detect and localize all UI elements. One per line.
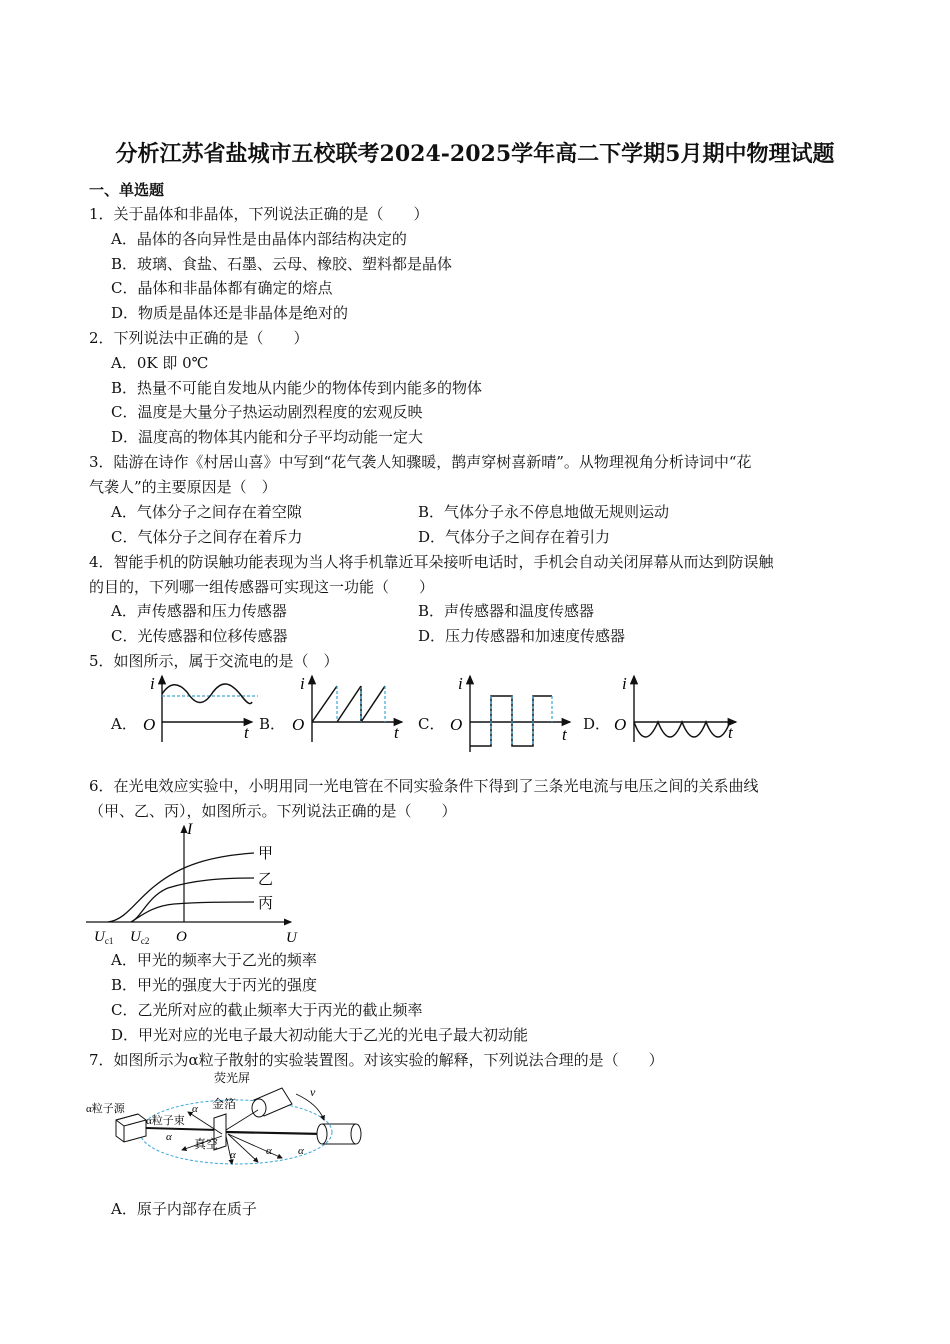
page-title: 分析江苏省盐城市五校联考2024-2025学年高二下学期5月期中物理试题 xyxy=(115,141,835,167)
q7-alpha-2: α xyxy=(166,1131,172,1143)
q4-stem-line2: 的目的，下列哪一组传感器可实现这一功能（ ） xyxy=(89,578,435,596)
q7-label-screen: 荧光屏 xyxy=(214,1071,251,1085)
q6-graph xyxy=(86,820,301,946)
q6-option-c: C．乙光所对应的截止频率大于丙光的截止频率 xyxy=(111,1001,423,1019)
q6-axis-u: U xyxy=(286,930,297,946)
q5b-axis-i: i xyxy=(300,674,305,693)
q6-label-yi: 乙 xyxy=(258,872,274,888)
q3-option-c: C．气体分子之间存在着斥力 xyxy=(111,528,303,546)
q2-option-b: B．热量不可能自发地从内能少的物体传到内能多的物体 xyxy=(111,379,483,397)
q5-stem: 5．如图所示，属于交流电的是（ ） xyxy=(89,652,339,670)
q5c-axis-t: t xyxy=(562,725,567,744)
q7-stem: 7．如图所示为α粒子散射的实验装置图。对该实验的解释，下列说法合理的是（ ） xyxy=(89,1051,664,1069)
q4-option-c: C．光传感器和位移传感器 xyxy=(111,627,288,645)
q5-graph-b xyxy=(290,672,410,744)
q5-label-d: D． xyxy=(583,715,611,733)
q5-graph-d xyxy=(612,672,744,744)
q5-graph-a xyxy=(140,672,265,744)
q6-uc2: $U_{c2}$ xyxy=(130,929,150,946)
q3-option-a: A．气体分子之间存在着空隙 xyxy=(111,503,302,521)
q6-stem-line2: （甲、乙、丙），如图所示。下列说法正确的是（ ） xyxy=(89,802,457,820)
q4-stem-line1: 4．智能手机的防误触功能表现为当人将手机靠近耳朵接听电话时，手机会自动关闭屏幕从而达到防误触 xyxy=(89,553,774,571)
q7-label-beam: α粒子束 xyxy=(146,1115,185,1127)
q4-option-b: B．声传感器和温度传感器 xyxy=(418,602,595,620)
q5b-axis-t: t xyxy=(394,723,399,742)
q6-axis-i: I xyxy=(187,821,193,838)
q5c-axis-i: i xyxy=(458,674,463,693)
q4-option-a: A．声传感器和压力传感器 xyxy=(111,602,287,620)
q7-label-source: α粒子源 xyxy=(86,1103,125,1115)
q6-uc1: $U_{c1}$ xyxy=(94,929,114,946)
q5d-axis-i: i xyxy=(622,674,627,693)
q5d-axis-t: t xyxy=(728,723,733,742)
q3-option-b: B．气体分子永不停息地做无规则运动 xyxy=(418,503,670,521)
q5c-origin: O xyxy=(450,715,463,734)
q5b-origin: O xyxy=(292,715,305,734)
q6-option-a: A．甲光的频率大于乙光的频率 xyxy=(111,951,317,969)
q4-option-d: D．压力传感器和加速度传感器 xyxy=(418,627,626,645)
q3-option-d: D．气体分子之间存在着引力 xyxy=(418,528,611,546)
q7-label-foil: 金箔 xyxy=(212,1097,237,1111)
q2-stem: 2．下列说法中正确的是（ ） xyxy=(89,329,309,347)
q6-stem-line1: 6．在光电效应实验中，小明用同一光电管在不同实验条件下得到了三条光电流与电压之间的关系曲线 xyxy=(89,777,759,795)
q5-graph-c xyxy=(448,672,578,754)
q7-alpha-5: α xyxy=(298,1145,304,1157)
q7-label-vacuum: 真空 xyxy=(194,1137,219,1151)
q6-label-jia: 甲 xyxy=(258,846,274,862)
q7-label-v: v xyxy=(310,1085,316,1099)
q1-option-b: B．玻璃、食盐、石墨、云母、橡胶、塑料都是晶体 xyxy=(111,255,453,273)
q7-option-a: A．原子内部存在质子 xyxy=(111,1200,257,1218)
q2-option-a: A．0K 即 0℃ xyxy=(111,354,209,372)
q5-label-a: A． xyxy=(111,715,137,733)
q6-label-bing: 丙 xyxy=(258,896,274,912)
q1-stem: 1．关于晶体和非晶体，下列说法正确的是（ ） xyxy=(89,205,429,223)
q5a-axis-i: i xyxy=(150,674,155,693)
q1-option-d: D．物质是晶体还是非晶体是绝对的 xyxy=(111,304,349,322)
q5d-origin: O xyxy=(614,715,627,734)
q7-figure xyxy=(86,1068,366,1176)
q6-origin: O xyxy=(176,929,187,945)
q6-option-b: B．甲光的强度大于丙光的强度 xyxy=(111,976,318,994)
q6-option-d: D．甲光对应的光电子最大初动能大于乙光的光电子最大初动能 xyxy=(111,1026,529,1044)
q3-stem-line2: 气袭人”的主要原因是（ ） xyxy=(89,478,277,496)
q7-alpha-4: α xyxy=(266,1145,272,1157)
q5a-origin: O xyxy=(143,715,156,734)
q3-stem-line1: 3．陆游在诗作《村居山喜》中写到“花气袭人知骤暖，鹊声穿树喜新晴”。从物理视角分析诗词中“花 xyxy=(89,453,752,471)
q5-label-b: B． xyxy=(259,715,286,733)
q1-option-c: C．晶体和非晶体都有确定的熔点 xyxy=(111,279,333,297)
q7-alpha-3: α xyxy=(230,1149,236,1161)
q1-option-a: A．晶体的各向异性是由晶体内部结构决定的 xyxy=(111,230,407,248)
q7-alpha-1: α xyxy=(192,1103,198,1115)
q2-option-d: D．温度高的物体其内能和分子平均动能一定大 xyxy=(111,428,424,446)
q5a-axis-t: t xyxy=(244,723,249,742)
section-heading: 一、单选题 xyxy=(89,181,165,199)
q5-label-c: C． xyxy=(418,715,445,733)
q2-option-c: C．温度是大量分子热运动剧烈程度的宏观反映 xyxy=(111,403,423,421)
